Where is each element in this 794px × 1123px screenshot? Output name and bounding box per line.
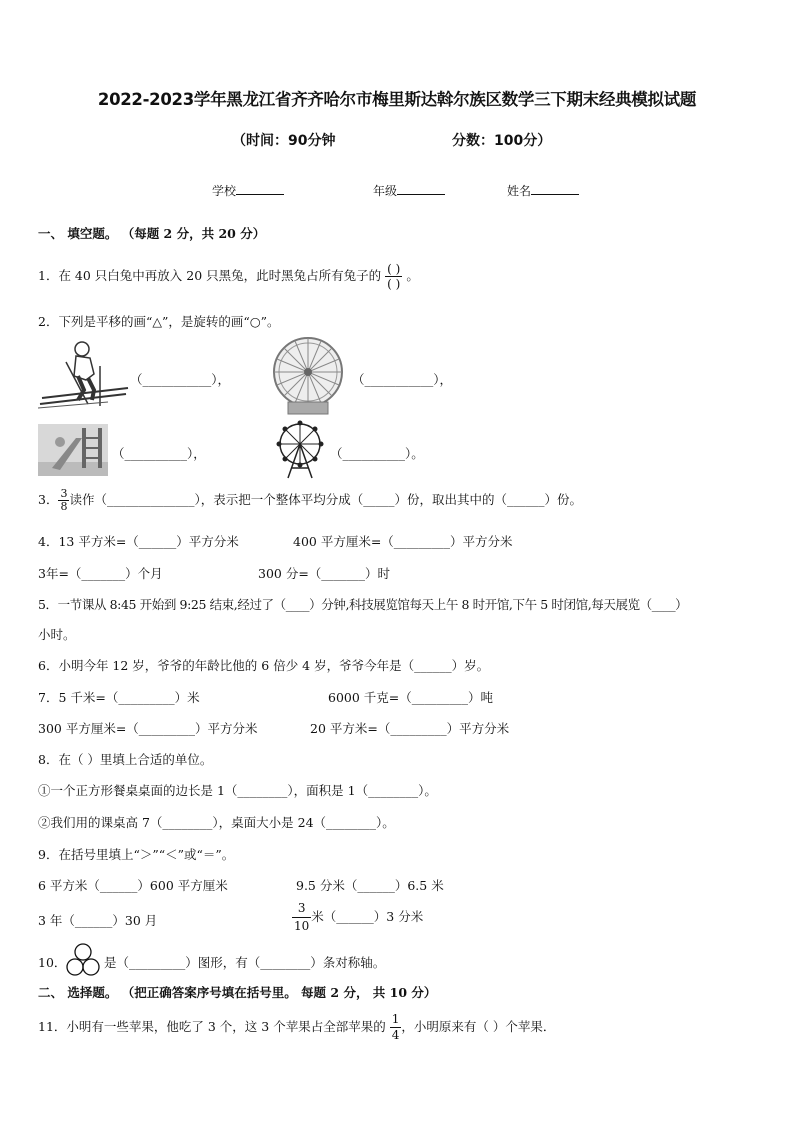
question-8b: ②我们用的课桌高 7（________），桌面大小是 24（________）。 <box>38 815 395 830</box>
answer-blank-ferris[interactable]: （__________）。 <box>330 446 424 461</box>
question-8a: ①一个正方形餐桌桌面的边长是 1（________），面积是 1（________）。 <box>38 783 437 798</box>
question-4b: 400 平方厘米=（_________）平方分米 <box>293 534 513 549</box>
question-7b: 6000 千克=（_________）吨 <box>328 690 494 705</box>
question-9b: 9.5 分米（______）6.5 米 <box>296 878 444 893</box>
fraction-three-tenths: $\frac{3}{10}$ <box>294 901 310 933</box>
question-9a: 6 平方米（______）600 平方厘米 <box>38 878 228 893</box>
question-5: 5．一节课从 8:45 开始到 9:25 结束,经过了（____）分钟,科技展览馆每天上午 8 时开馆,下午 5 时闭馆,每天展览（____） <box>38 597 688 612</box>
grade-field[interactable]: 年级 <box>373 182 445 199</box>
question-4a: 4．13 平方米=（______）平方分米 <box>38 534 239 549</box>
slide-image <box>38 424 108 476</box>
ferris-wheel-image <box>270 420 330 480</box>
question-9c: 3 年（______）30 月 <box>38 913 158 928</box>
exam-score: 分数：100分） <box>452 133 552 149</box>
question-2: 2．下列是平移的画“△”，是旋转的画“○”。 <box>38 314 280 329</box>
question-4c: 3年=（_______）个月 <box>38 566 163 581</box>
section-fill-blank: 一、 填空题。 （每题 2 分，共 20 分） <box>38 226 266 241</box>
section-multiple-choice: 二、 选择题。 （把正确答案序号填在括号里。 每题 2 分， 共 10 分） <box>38 985 437 1000</box>
question-7c: 300 平方厘米=（_________）平方分米 <box>38 721 258 736</box>
question-9: 9．在括号里填上“＞”“＜”或“＝”。 <box>38 847 235 862</box>
question-7a: 7．5 千米=（_________）米 <box>38 690 200 705</box>
school-field[interactable]: 学校 <box>212 182 284 199</box>
answer-blank-slide[interactable]: （__________）， <box>112 446 206 461</box>
question-7d: 20 平方米=（_________）平方分米 <box>310 721 510 736</box>
answer-fraction[interactable]: $\frac{( )}{( )}$ <box>387 262 401 291</box>
skier-image <box>38 340 130 410</box>
question-11: 11．小明有一些苹果，他吃了 3 个，这 3 个苹果占全部苹果的 $\frac{1}{4}$ ，小明原来有（ ）个苹果． <box>38 1012 556 1042</box>
exam-time: （时间：90分钟 <box>232 133 336 149</box>
three-circles-icon <box>65 943 101 977</box>
answer-blank-wheel[interactable]: （___________）， <box>352 372 453 387</box>
question-3: 3． $\frac{3}{8}$ 读作（______________），表示把一个整体平均分成（_____）份，取出其中的（______）份。 <box>38 487 582 513</box>
fraction-one-quarter: $\frac{1}{4}$ <box>391 1012 400 1042</box>
name-field[interactable]: 姓名 <box>507 182 579 199</box>
question-8: 8．在（ ）里填上合适的单位。 <box>38 752 213 767</box>
question-5-cont: 小时。 <box>38 627 76 642</box>
question-9d: $\frac{3}{10}$ 米（______）3 分米 <box>294 901 424 933</box>
wheel-image <box>270 336 346 416</box>
question-10: 是（_________）图形，有（________）条对称轴。 <box>104 955 386 970</box>
question-6: 6．小明今年 12 岁，爷爷的年龄比他的 6 倍少 4 岁，爷爷今年是（______）岁。 <box>38 658 490 673</box>
question-1: 1．在 40 只白兔中再放入 20 只黑兔，此时黑兔占所有兔子的 $\frac{( )}{( )}$ 。 <box>38 262 419 291</box>
page-title: 2022-2023学年黑龙江省齐齐哈尔市梅里斯达斡尔族区数学三下期末经典模拟试题 <box>97 90 697 109</box>
question-10-label: 10． <box>38 955 67 970</box>
answer-blank-skier[interactable]: （___________）， <box>130 372 231 387</box>
fraction-three-eighths: $\frac{3}{8}$ <box>60 487 68 513</box>
question-4d: 300 分=（_______）时 <box>258 566 391 581</box>
